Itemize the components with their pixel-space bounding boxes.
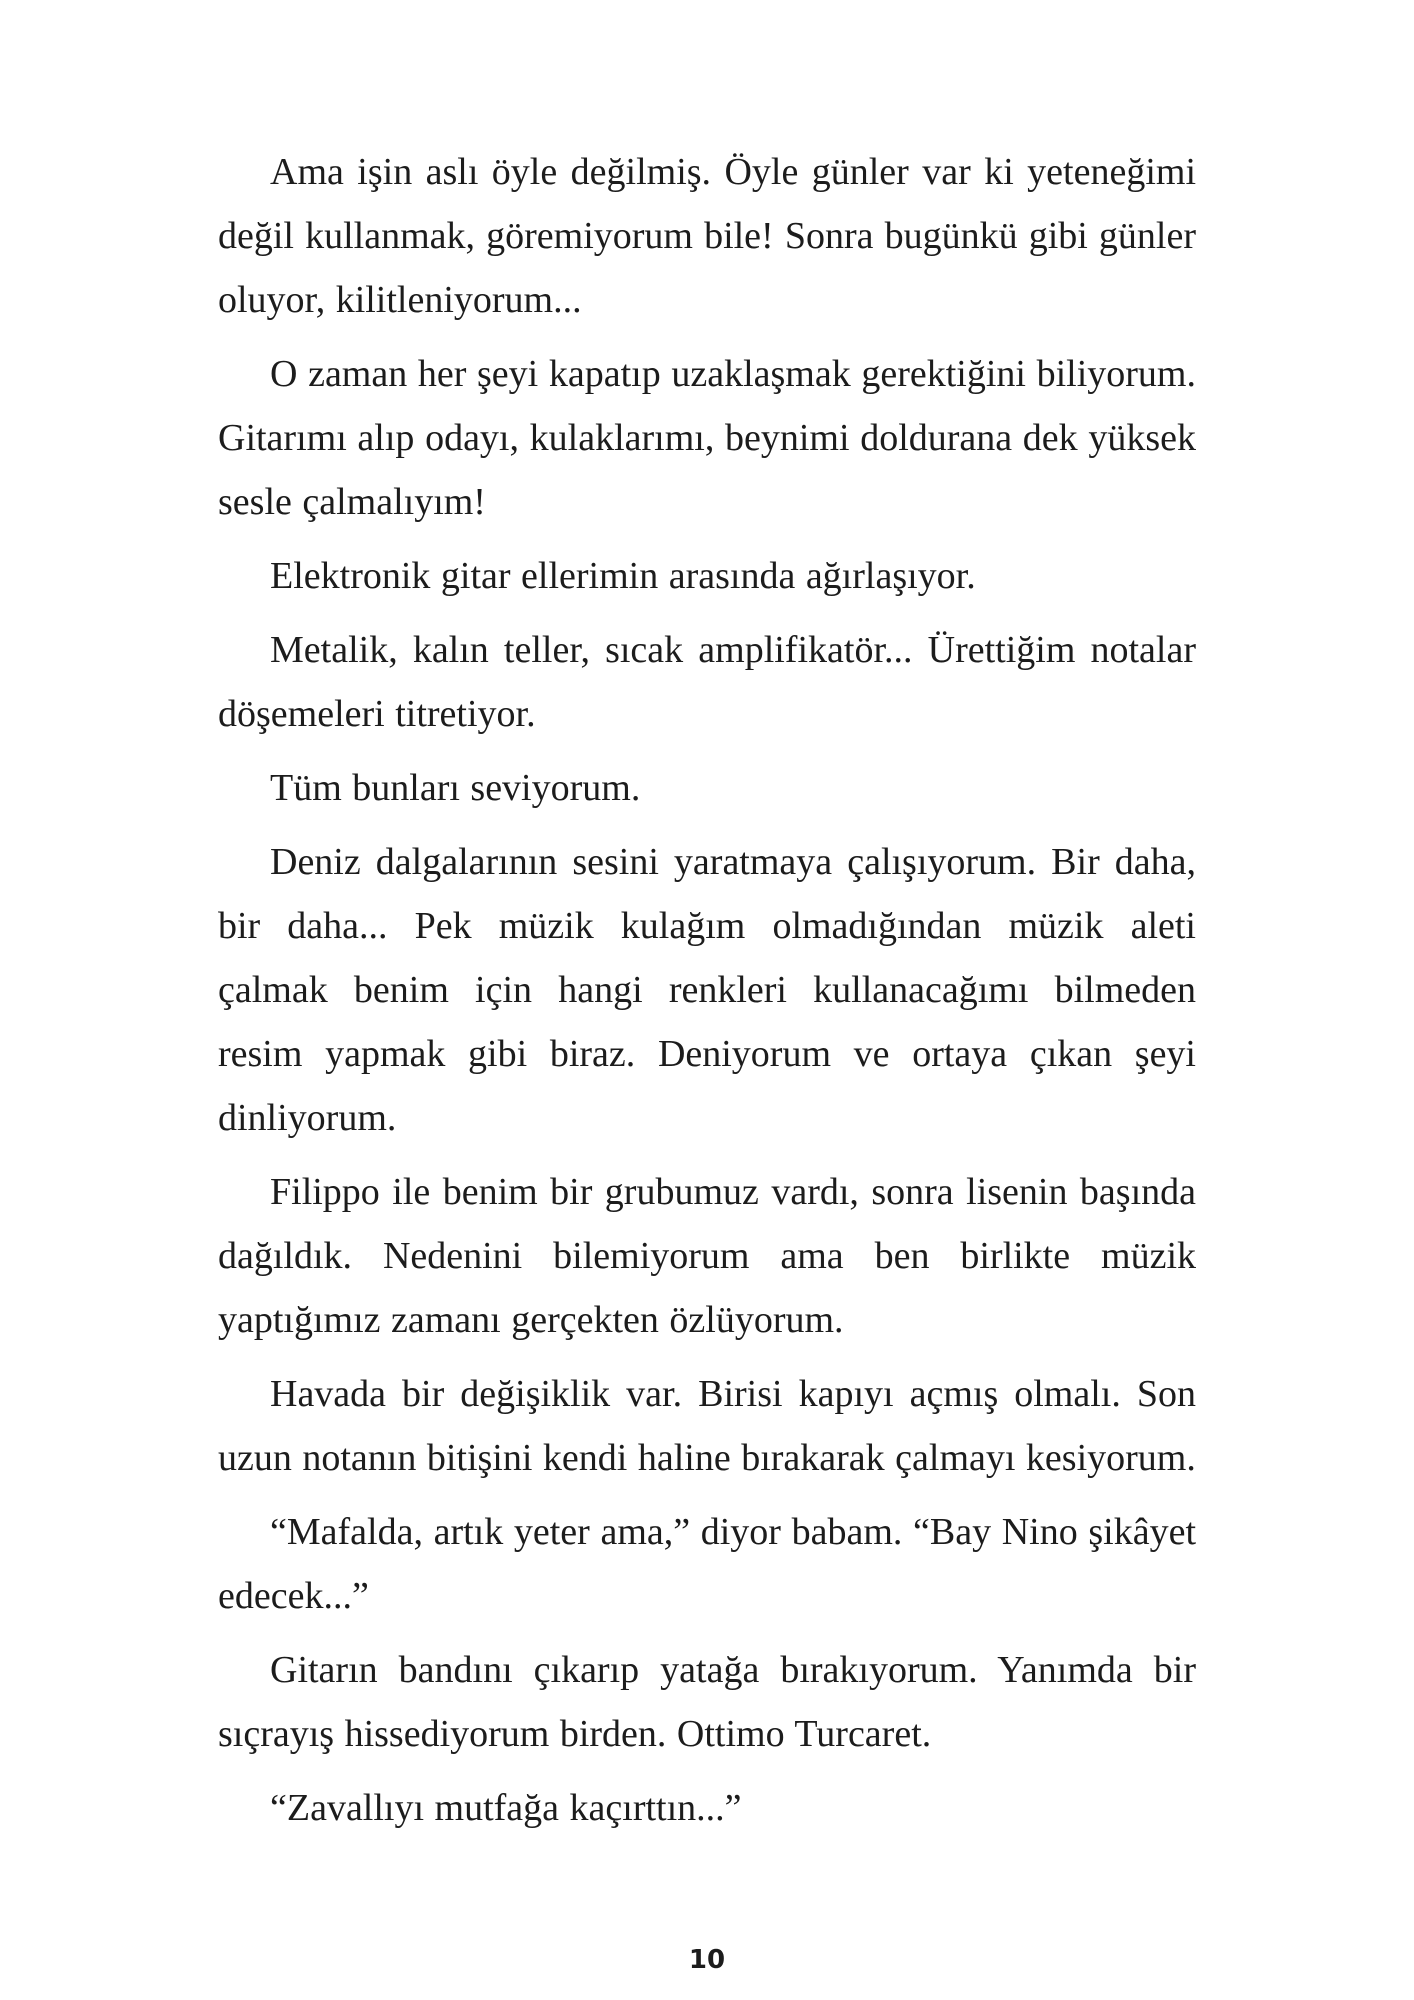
paragraph-11: “Zavallıyı mutfağa kaçırttın...” (270, 1787, 742, 1829)
body-text (218, 140, 1196, 1850)
paragraph-10: Gitarın bandını çıkarıp yatağa bırakıyorum. Yanımda bir sıçrayış hissediyorum birden. Ottimo Turcaret. (218, 1649, 1196, 1755)
paragraph-6: Deniz dalgalarının sesini yaratmaya çalışıyorum. Bir daha, bir daha... Pek müzik kulağım olmadığından müzik aleti çalmak benim için hangi renkleri kullanacağımı bilmeden resim yapmak gibi biraz. Deniyorum ve ortaya çıkan şeyi dinliyorum. (218, 841, 1196, 1139)
paragraph-4: Metalik, kalın teller, sıcak amplifikatör... Ürettiğim notalar döşemeleri titretiyor. (218, 629, 1196, 735)
paragraph-9: “Mafalda, artık yeter ama,” diyor babam. “Bay Nino şikâyet edecek...” (218, 1511, 1196, 1617)
paragraph-3: Elektronik gitar ellerimin arasında ağırlaşıyor. (270, 555, 976, 597)
paragraph-2: O zaman her şeyi kapatıp uzaklaşmak gerektiğini biliyorum. Gitarımı alıp odayı, kulaklarımı, beynimi doldurana dek yüksek sesle çalmalıyım! (218, 353, 1196, 523)
paragraph-8: Havada bir değişiklik var. Birisi kapıyı açmış olmalı. Son uzun notanın bitişini kendi haline bırakarak çalmayı kesiyorum. (218, 1373, 1196, 1479)
paragraph-5: Tüm bunları seviyorum. (270, 767, 641, 809)
page-number: 10 (688, 1945, 726, 1975)
paragraph-7: Filippo ile benim bir grubumuz vardı, sonra lisenin başında dağıldık. Nedenini bilemiyorum ama ben birlikte müzik yaptığımız zamanı gerçekten özlüyorum. (218, 1171, 1196, 1341)
paragraph-1: Ama işin aslı öyle değilmiş. Öyle günler var ki yeteneğimi değil kullanmak, göremiyorum bile! Sonra bugünkü gibi günler oluyor, kilitleniyorum... (218, 151, 1196, 321)
